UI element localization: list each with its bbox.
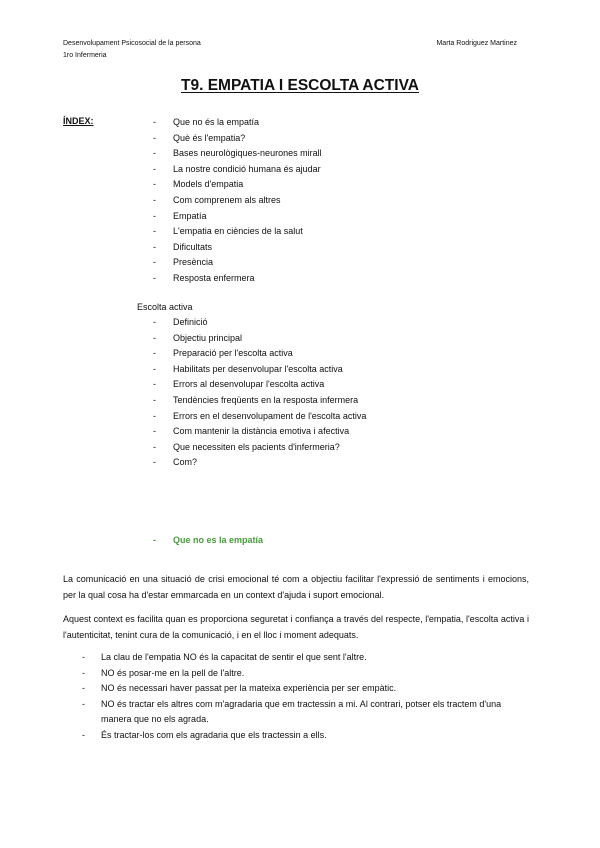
bullet-list — [82, 650, 530, 744]
index-item: - Models d'empatia — [153, 179, 244, 190]
section-heading-text: Que no es la empatía — [173, 535, 264, 545]
index-item: - Bases neurològiques-neurones mirall — [153, 148, 322, 159]
index-item: - Dificultats — [153, 241, 213, 252]
index-item: - Resposta enfermera — [153, 272, 255, 283]
index-subitem: - Objectiu principal — [153, 332, 243, 343]
index-item: - Com comprenem als altres — [153, 194, 281, 205]
index-subitem: - Errors al desenvolupar l'escolta activa — [153, 379, 325, 390]
paragraph: Aquest context es facilita quan es proporciona seguretat i confiança a través del respecte, l'empatia, l'escolta activa i l'autenticitat, tenint cura de la comunicació, i en el lloc i moment adequats. — [63, 614, 529, 640]
index-list — [153, 115, 322, 287]
paragraph: La comunicació en una situació de crisi emocional té com a objectiu facilitar l'expressió de sentiments i emocions, per la qual cosa ha d'estar emmarcada en un context d'ajuda i suport emocional. — [63, 574, 529, 600]
index-item: - L'empatia en ciències de la salut — [153, 226, 303, 237]
index-subitem: - Preparació per l'escolta activa — [153, 348, 293, 359]
index-item: - Empatía — [153, 210, 207, 221]
author-name: Marta Rodriguez Martinez — [436, 40, 517, 47]
index-label: ÍNDEX: — [63, 116, 94, 126]
index-sublist — [153, 315, 366, 471]
bullet-item: - NO és posar-me en la pell de l'altre. — [82, 667, 245, 678]
index-subitem: - Errors en el desenvolupament de l'escolta activa — [153, 410, 367, 421]
index-subitem: - Com? — [153, 457, 198, 468]
index-subitem: - Habilitats per desenvolupar l'escolta activa — [153, 363, 343, 374]
bullet-item: - NO és necessari haver passat per la mateixa experiència per ser empàtic. — [82, 683, 397, 694]
bullet-item: - És tractar-los com els agradaria que els tractessin a ells. — [82, 729, 327, 740]
index-subitem: - Que necessiten els pacients d'infermeria? — [153, 441, 340, 452]
index-item: - Què és l'empatia? — [153, 132, 246, 143]
index-item: - Que no és la empatía — [153, 117, 260, 127]
index-subitem: - Definició — [153, 317, 208, 327]
bullet-item: - NO és tractar els altres com m'agradaria que em tractessin a mi. Al contrari, potser els tractem d'una manera que no els agrada. — [82, 698, 502, 725]
document-header-left — [63, 38, 201, 62]
course-year: 1ro Infermeria — [63, 52, 107, 59]
bullet-item: - La clau de l'empatia NO és la capacitat de sentir el que sent l'altre. — [82, 652, 367, 662]
document-title: T9. EMPATIA I ESCOLTA ACTIVA — [181, 77, 419, 94]
index-subheading: Escolta activa — [137, 302, 193, 312]
index-item: - Presència — [153, 257, 214, 268]
course-name: Desenvolupament Psicosocial de la persona — [63, 40, 201, 47]
index-subitem: - Tendències freqüents en la resposta infermera — [153, 394, 359, 405]
index-subitem: - Com mantenir la distància emotiva i afectiva — [153, 426, 350, 437]
index-item: - La nostre condició humana és ajudar — [153, 163, 321, 174]
section-heading: - Que no es la empatía — [153, 535, 264, 545]
